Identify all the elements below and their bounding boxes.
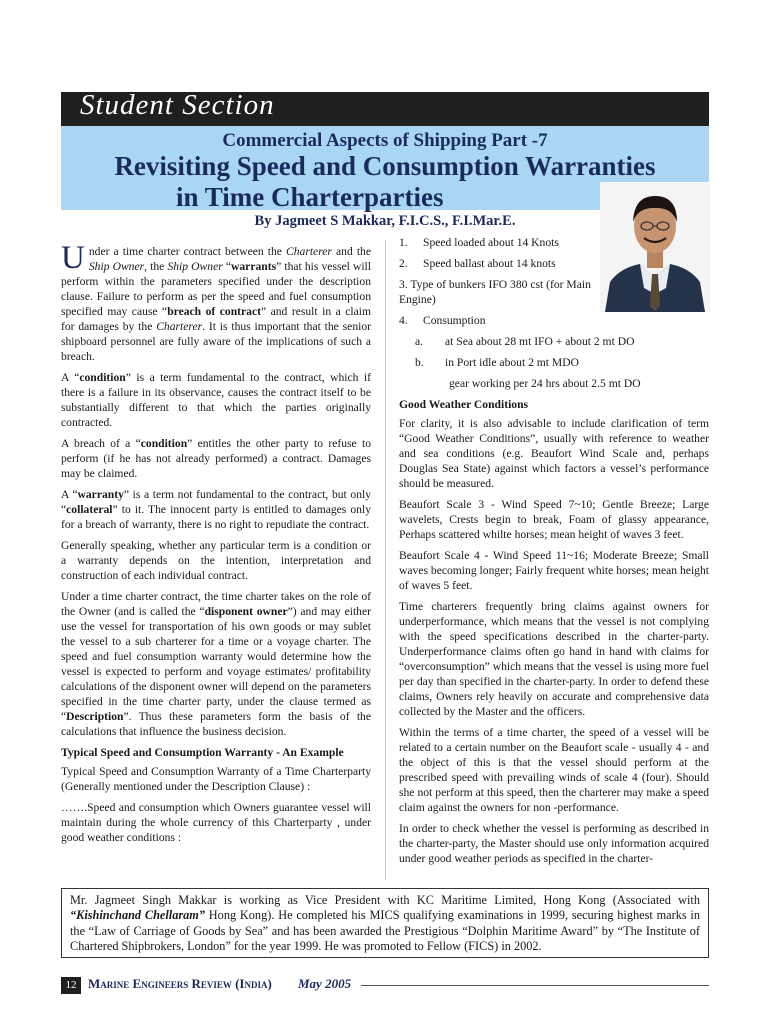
- term-collateral: collateral: [66, 503, 113, 516]
- term-warrants: warrants: [231, 260, 277, 273]
- list-number: 2.: [399, 257, 408, 270]
- list-number: 4.: [399, 314, 408, 327]
- text: Mr. Jagmeet Singh Makkar is working as Vice President with KC Maritime Limited, Hong Kong (Associated with: [70, 893, 700, 907]
- text: ” is a term not fundamental to the contract, but only “: [61, 488, 372, 516]
- list-number: b.: [415, 356, 424, 369]
- list-text: Type of bunkers IFO 380 cst (for Main Engine): [399, 278, 591, 306]
- list-text: Speed ballast about 14 knots: [423, 257, 556, 270]
- text: ” and result in a claim for damages by the: [61, 305, 371, 333]
- text: ”) and may either use the vessel for transportation of his own goods or may sublet the vessel to a sub charterer for a time or a voyage charter. The speed and fuel consumption warranty would determine how the vessel is expected to perform and voyage estimates/ profitability calculations of the disponent owner will depend on the parameters specified in the time charter party, under the clause termed as “: [61, 605, 371, 723]
- list-text: in Port idle about 2 mt MDO: [445, 356, 579, 369]
- paragraph-breach: [61, 436, 371, 481]
- paragraph-condition: [61, 370, 371, 430]
- term-condition: condition: [79, 371, 126, 384]
- subheading-good-weather: Good Weather Conditions: [399, 398, 529, 411]
- column-divider: [385, 240, 386, 880]
- drop-cap: U: [61, 240, 85, 276]
- paragraph-check-performance: In order to check whether the vessel is performing as described in the charter-party, the Master should use only information acquired under good weather periods as specified in the charter-: [399, 822, 709, 865]
- sublist-item: [399, 334, 709, 349]
- text: Under a time charter contract, the time charter takes on the role of the Owner (and is called the “: [61, 590, 371, 618]
- subheading-typical-warranty: Typical Speed and Consumption Warranty - An Example: [61, 746, 344, 759]
- text: ” is a term fundamental to the contract, which if there is a failure in its observance, causes the contract itself to be substantially different to that which the parties originally contracted.: [61, 371, 372, 429]
- author-bio-box: [61, 888, 709, 958]
- left-column: [61, 240, 372, 851]
- issue-date: May 2005: [298, 976, 352, 991]
- text: A “: [61, 488, 78, 501]
- paragraph-typical: Typical Speed and Consumption Warranty of a Time Charterparty (Generally mentioned under the Description Clause) :: [61, 765, 371, 793]
- list-item: [399, 235, 599, 250]
- text: and the: [331, 245, 371, 258]
- footer-rule: [361, 985, 709, 986]
- text: nder a time charter contract between the: [88, 245, 286, 258]
- term-warranty: warranty: [77, 488, 124, 501]
- company-name: “Kishinchand Chellaram”: [70, 908, 205, 923]
- text: . It is thus important that the senior shipboard personnel are fully aware of the implications of such a breach.: [61, 320, 371, 363]
- text: “: [222, 260, 231, 273]
- list-item: [399, 313, 709, 328]
- text: A breach of a “: [61, 437, 141, 450]
- paragraph-underperformance: Time charterers frequently bring claims against owners for underperformance, which means that the vessel is not complying with the speed specifications described in the charter-party. Underperformance claims often go hand in hand with claims for “overconsumption” which means that the vessel is using more fuel per day than specified in the charter-party. In order to defend these claims, Owners rely heavily on accurate and comprehensive data collected by the Master and the officers.: [399, 600, 709, 718]
- paragraph-disponent: [61, 589, 371, 739]
- text: ” that his vessel will perform within the parameters specified under the description clause. Failure to perform as per the speed and fuel consumption specified may cause “: [61, 260, 371, 318]
- list-text: Consumption: [423, 314, 486, 327]
- text: ” to it. The innocent party is entitled to damages only for a breach of warranty, there is no right to repudiate the contract.: [61, 503, 371, 531]
- paragraph-beaufort-4: Beaufort Scale 4 - Wind Speed 11~16; Moderate Breeze; Small waves becoming longer; Fairly frequent white horses; mean height of waves 5 feet.: [399, 549, 709, 592]
- paragraph-guarantee: …….Speed and consumption which Owners guarantee vessel will maintain during the whole currency of this Charterparty , under good weather conditions :: [61, 801, 371, 844]
- text: ”. Thus these parameters form the basis of the calculations that influence the business decision.: [61, 710, 371, 738]
- text: Hong Kong). He completed his MICS qualifying examinations in 1999, securing highest marks in the “Law of Carriage of Goods by Sea” and has been awarded the Prestigious “Dolphin Maritime Award” by “The Institute of Chartered Shipbrokers, London” for the year 1999. He was promoted to Fellow (FICS) in 2002.: [70, 908, 700, 954]
- paragraph-clarity: For clarity, it is also advisable to include clarification of term “Good Weather Conditions”, usually with reference to weather and sea conditions (e.g. Beaufort Wind Scale and, perhaps Douglas Sea State) against which factors a vessel’s performance should be measured.: [399, 417, 709, 490]
- list-number: 1.: [399, 236, 408, 249]
- byline: By Jagmeet S Makkar, F.I.C.S., F.I.Mar.E.: [254, 213, 516, 229]
- right-column: [399, 235, 709, 872]
- term-ship-owner: Ship Owner: [88, 260, 145, 273]
- paragraph-intro: [61, 240, 371, 364]
- section-title: Student Section: [80, 89, 275, 121]
- paragraph-warranty: [61, 487, 371, 532]
- journal-name: Marine Engineers Review (India): [88, 976, 272, 991]
- list-number: a.: [415, 335, 424, 348]
- term-disponent-owner: disponent owner: [204, 605, 288, 618]
- term-condition: condition: [140, 437, 188, 450]
- term-ship-owner: Ship Owner: [167, 260, 223, 273]
- text: ” entitles the other party to refuse to perform (if he has not already performed) a contract. Damages may be claimed.: [61, 437, 371, 480]
- article-title-line-2: in Time Charterparties: [176, 182, 444, 212]
- paragraph-beaufort-3: Beaufort Scale 3 - Wind Speed 7~10; Gentle Breeze; Large wavelets, Crests begin to break, Foam of glassy appearance, Perhaps scattered whilte horses; mean height of waves 3 feet.: [399, 498, 709, 541]
- page-number: 12: [61, 977, 81, 994]
- term-breach: breach of contract: [167, 305, 261, 318]
- term-charterer: Charterer: [156, 320, 203, 333]
- sublist-item: [399, 355, 709, 370]
- article-title-line-1: Revisiting Speed and Consumption Warranties: [114, 151, 656, 181]
- text: , the: [144, 260, 168, 273]
- page-footer: [61, 975, 709, 995]
- list-item: [399, 256, 599, 271]
- term-description: Description: [66, 710, 124, 723]
- paragraph-beaufort-scale: Within the terms of a time charter, the speed of a vessel will be related to a certain number on the Beaufort scale - usually 4 - and the object of this is that the vessel should perform at the prescribed speed with prevailing winds of scale 4 (four). Should she not perform at this speed, then the charterer may make a speed claim against the owners for non -performance.: [399, 726, 709, 814]
- series-title: Commercial Aspects of Shipping Part -7: [222, 130, 548, 151]
- list-text: at Sea about 28 mt IFO + about 2 mt DO: [445, 335, 635, 348]
- term-charterer: Charterer: [286, 245, 332, 258]
- list-text: Speed loaded about 14 Knots: [423, 236, 559, 249]
- list-number: 3.: [399, 278, 408, 291]
- gear-consumption: gear working per 24 hrs about 2.5 mt DO: [449, 377, 641, 390]
- text: A “: [61, 371, 80, 384]
- list-item: [399, 277, 599, 307]
- paragraph-general: Generally speaking, whether any particular term is a condition or a warranty depends on the intention, interpretation and construction of each individual contract.: [61, 539, 371, 582]
